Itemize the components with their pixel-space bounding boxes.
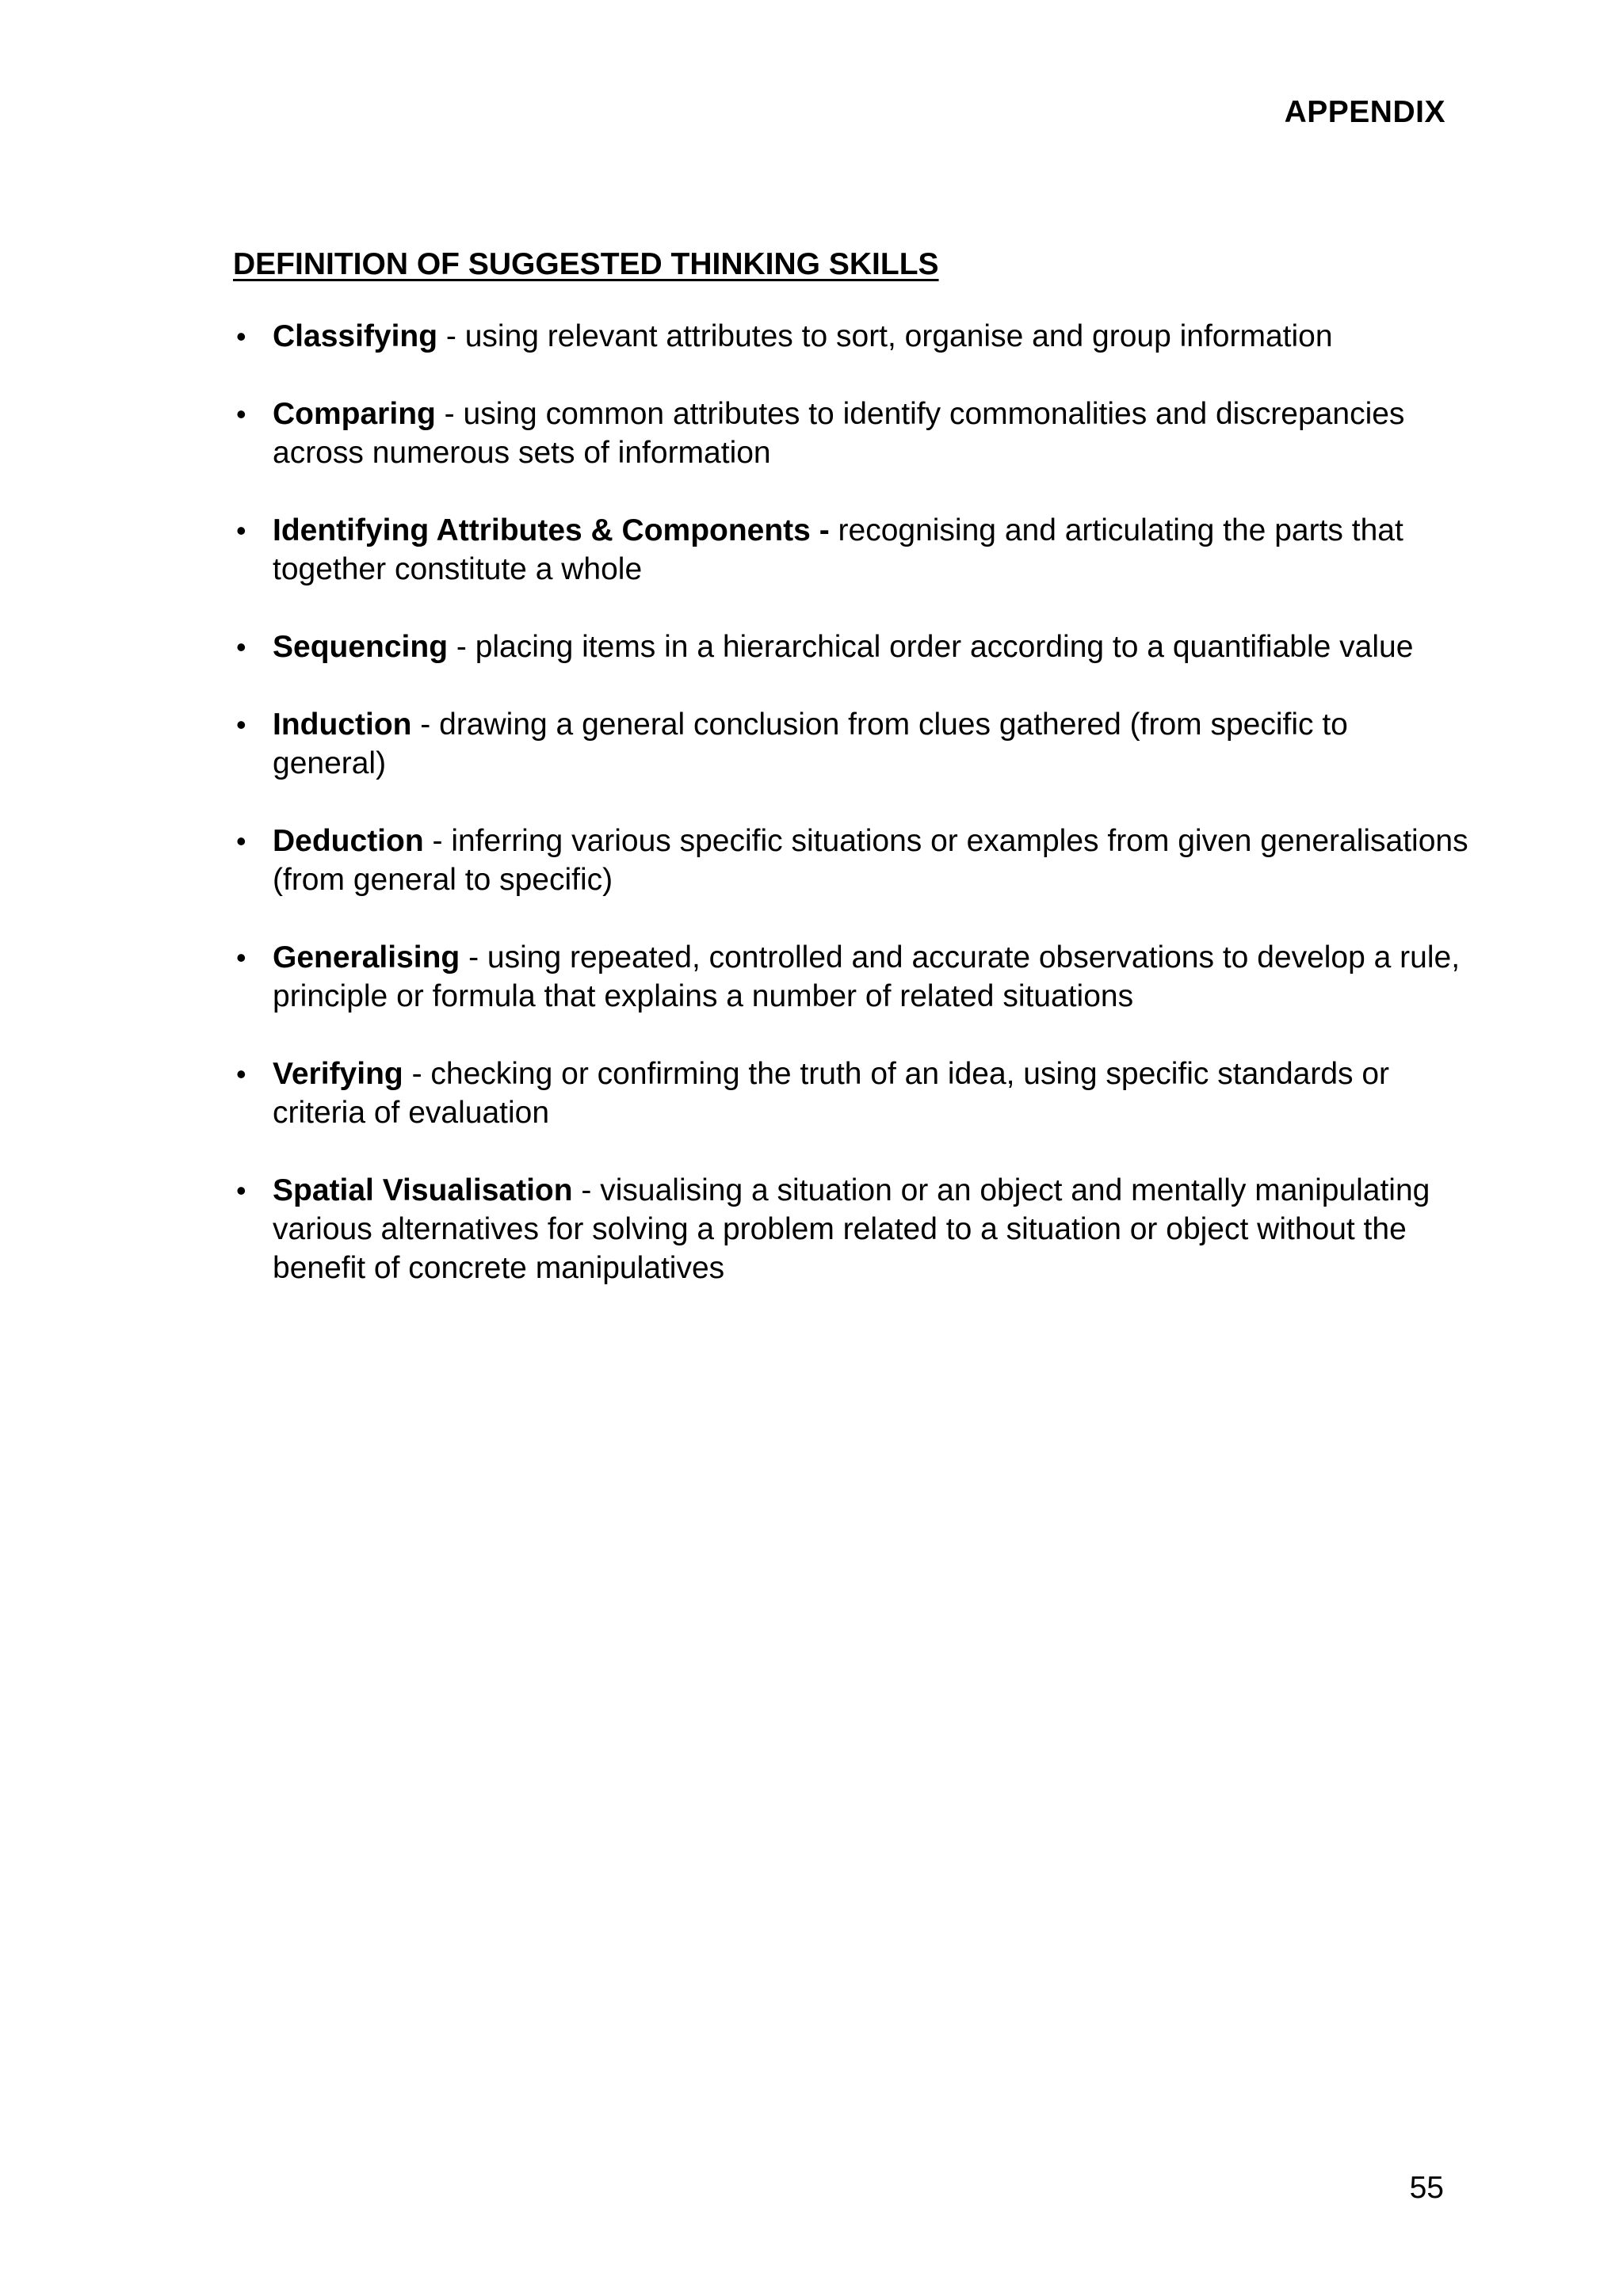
skill-item-comparing xyxy=(233,395,1469,472)
skill-definition: - using common attributes to identify commonalities and discrepancies across numerous sets of information xyxy=(273,397,1405,470)
skill-name: Induction xyxy=(273,707,412,742)
skill-item-generalising xyxy=(233,938,1469,1016)
bullet-icon: • xyxy=(236,320,246,353)
skill-name: Spatial Visualisation xyxy=(273,1173,573,1207)
skill-item-classifying xyxy=(233,317,1469,356)
appendix-header: APPENDIX xyxy=(1284,95,1445,129)
bullet-icon: • xyxy=(236,708,246,741)
skill-definition: - using repeated, controlled and accurate observations to develop a rule, principle or formula that explains a number of related situations xyxy=(273,940,1461,1013)
skill-item-verifying xyxy=(233,1055,1469,1132)
thinking-skills-list xyxy=(233,317,1469,1326)
page-number: 55 xyxy=(1409,2171,1444,2205)
skill-definition: - placing items in a hierarchical order according to a quantifiable value xyxy=(448,630,1414,664)
bullet-icon: • xyxy=(236,398,246,430)
skill-item-induction xyxy=(233,705,1469,783)
skill-name: Deduction xyxy=(273,824,424,858)
skill-name: Sequencing xyxy=(273,630,449,664)
skill-name: Classifying xyxy=(273,319,438,353)
bullet-icon: • xyxy=(236,825,246,857)
bullet-icon: • xyxy=(236,1174,246,1207)
bullet-icon: • xyxy=(236,1058,246,1090)
skill-name: Generalising xyxy=(273,940,460,974)
skill-definition: - checking or confirming the truth of an idea, using specific standards or criteria of evaluation xyxy=(273,1057,1390,1130)
skill-name: Identifying Attributes & Components - xyxy=(273,513,830,547)
skill-item-deduction xyxy=(233,822,1469,899)
skill-definition: - inferring various specific situations or examples from given generalisations (from general to specific) xyxy=(273,824,1468,897)
skill-definition: - using relevant attributes to sort, organise and group information xyxy=(437,319,1333,353)
skill-name: Verifying xyxy=(273,1057,403,1091)
skill-definition: - drawing a general conclusion from clues gathered (from specific to general) xyxy=(273,707,1348,780)
section-title: DEFINITION OF SUGGESTED THINKING SKILLS xyxy=(233,247,939,281)
skill-item-sequencing xyxy=(233,627,1469,666)
skill-name: Comparing xyxy=(273,397,436,431)
bullet-icon: • xyxy=(236,941,246,974)
bullet-icon: • xyxy=(236,631,246,663)
skill-definition: - visualising a situation or an object and mentally manipulating various alternatives for solving a problem related to a situation or object without the benefit of concrete manipulatives xyxy=(273,1173,1430,1285)
skill-item-spatial-visualisation xyxy=(233,1171,1469,1287)
skill-item-identifying-attributes xyxy=(233,511,1469,589)
skill-definition: recognising and articulating the parts that together constitute a whole xyxy=(273,513,1403,586)
bullet-icon: • xyxy=(236,514,246,547)
